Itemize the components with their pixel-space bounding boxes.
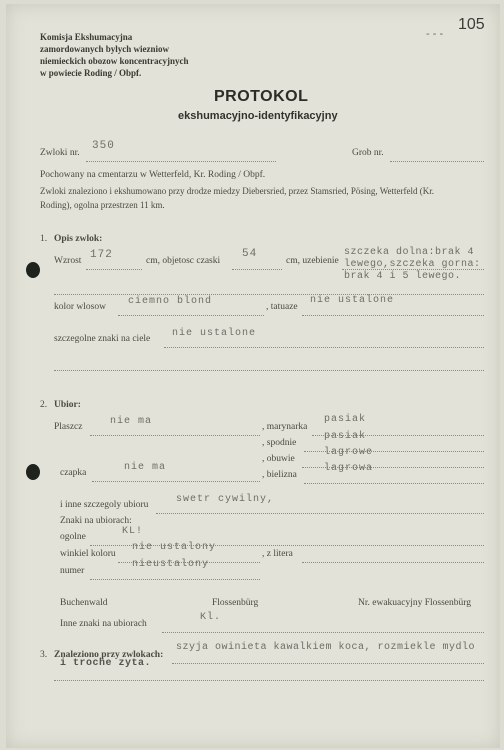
header-line-3: niemieckich obozow koncentracyjnych: [40, 56, 189, 66]
kolor-line: [118, 315, 264, 316]
marynarka-label: , marynarka: [262, 422, 308, 432]
grob-label: Grob nr.: [352, 148, 384, 158]
inne-ubior-label: i inne szczegoly ubioru: [60, 500, 149, 510]
kolor-value: ciemno blond: [128, 296, 213, 307]
znaki-ciele-value: nie ustalone: [172, 328, 257, 339]
zwloki-value: 350: [92, 140, 115, 152]
obuwie-value: lagrowe: [324, 447, 374, 458]
pochowany-text: Pochowany na cmentarzu w Wetterfeld, Kr. Roding / Obpf.: [40, 170, 266, 180]
section-1-title: Opis zwlok:: [54, 234, 103, 244]
bielizna-value: lagrowa: [324, 463, 374, 474]
uzebienie-line-2: [54, 294, 484, 295]
section-3-line-2: [54, 680, 484, 681]
znaleziono-line-1: Zwloki znaleziono i ekshumowano przy drodze miedzy Diebersried, przez Stamsried, Pösing, Wetterfeld (Kr.: [40, 186, 434, 196]
znaki-ciele-label: szczegolne znaki na ciele: [54, 334, 151, 344]
inne-znaki-value: Kl.: [200, 612, 222, 623]
marynarka-value: pasiak: [324, 414, 367, 425]
flossenburg-label: Flossenbürg: [212, 598, 259, 608]
bielizna-label: , bielizna: [262, 470, 297, 480]
section-3-number: 3.: [40, 650, 48, 660]
litera-label: , z litera: [262, 549, 293, 559]
wzrost-line: [86, 269, 142, 270]
inne-znaki-line: [162, 632, 484, 633]
numer-label: numer: [60, 566, 85, 576]
section-1-number: 1.: [40, 234, 48, 244]
plaszcz-line: [90, 435, 260, 436]
inne-znaki-label: Inne znaki na ubiorach: [60, 619, 147, 629]
plaszcz-value: nie ma: [110, 416, 153, 427]
uzebienie-value-1: szczeka dolna:brak 4: [344, 247, 475, 258]
section-2-number: 2.: [40, 400, 48, 410]
bielizna-line: [304, 483, 484, 484]
section-3-value-2: i troche zyta.: [60, 658, 152, 669]
winkiel-value: nie ustalony: [132, 542, 217, 553]
wzrost-value: 172: [90, 249, 113, 261]
znaki-ciele-line-2: [54, 370, 484, 371]
section-3-title: Znaleziono przy zwlokach:: [54, 650, 164, 660]
czapka-label: czapka: [60, 468, 87, 478]
section-2-title: Ubior:: [54, 400, 81, 410]
winkiel-label: winkiel koloru: [60, 549, 116, 559]
plaszcz-label: Plaszcz: [54, 422, 83, 432]
tatuaze-value: nie ustalone: [310, 295, 395, 306]
inne-ubior-line: [156, 513, 484, 514]
binder-hole-bottom: [26, 464, 40, 480]
spodnie-label: , spodnie: [262, 438, 297, 448]
zwloki-line: [86, 161, 276, 162]
inne-ubior-value: swetr cywilny,: [176, 494, 275, 505]
spodnie-value: pasiak: [324, 431, 367, 442]
czapka-value: nie ma: [124, 462, 167, 473]
obuwie-label: , obuwie: [262, 454, 295, 464]
page-subtitle: ekshumacyjno-identyfikacyjny: [178, 110, 338, 122]
page-marks: - - -: [426, 28, 444, 40]
numer-value: nieustalony: [132, 559, 210, 570]
czaszka-value: 54: [242, 248, 258, 260]
numer-line: [90, 579, 260, 580]
grob-line: [390, 161, 484, 162]
tatuaze-line: [302, 315, 484, 316]
znaki-ciele-line: [164, 347, 484, 348]
uzebienie-value-2: lewego,szczeka gorna:: [344, 259, 481, 270]
tatuaze-label: , tatuaze: [266, 302, 298, 312]
page-number: 105: [458, 16, 485, 33]
ogolne-value: KL!: [122, 526, 144, 537]
binder-hole-top: [26, 262, 40, 278]
section-3-value-1: szyja owinieta kawalkiem koca, rozmiekle mydlo: [176, 642, 476, 653]
cm-uzebienie-label: cm, uzebienie: [286, 256, 339, 266]
znaleziono-line-2: Roding), ogolna przestrzen 11 km.: [40, 200, 165, 210]
litera-line: [302, 562, 484, 563]
nr-ewakuacyjny-label: Nr. ewakuacyjny Flossenbürg: [358, 598, 472, 608]
header-line-1: Komisja Ekshumacyjna: [40, 32, 133, 42]
page-title: PROTOKOL: [214, 88, 309, 105]
kolor-label: kolor wlosow: [54, 302, 106, 312]
cm-czaszka-label: cm, objetosc czaski: [146, 256, 221, 266]
zwloki-label: Zwloki nr.: [40, 148, 80, 158]
czaszka-line: [232, 269, 282, 270]
section-3-line: [172, 663, 484, 664]
znaki-ubiorach-label: Znaki na ubiorach:: [60, 516, 132, 526]
protocol-page: [6, 4, 500, 748]
uzebienie-value-3: brak 4 i 5 lewego.: [344, 271, 462, 282]
buchenwald-label: Buchenwald: [60, 598, 108, 608]
header-line-2: zamordowanych bylych wiezniow: [40, 44, 169, 54]
ogolne-label: ogolne: [60, 532, 86, 542]
czapka-line: [92, 481, 260, 482]
header-line-4: w powiecie Roding / Obpf.: [40, 68, 142, 78]
wzrost-label: Wzrost: [54, 256, 82, 266]
